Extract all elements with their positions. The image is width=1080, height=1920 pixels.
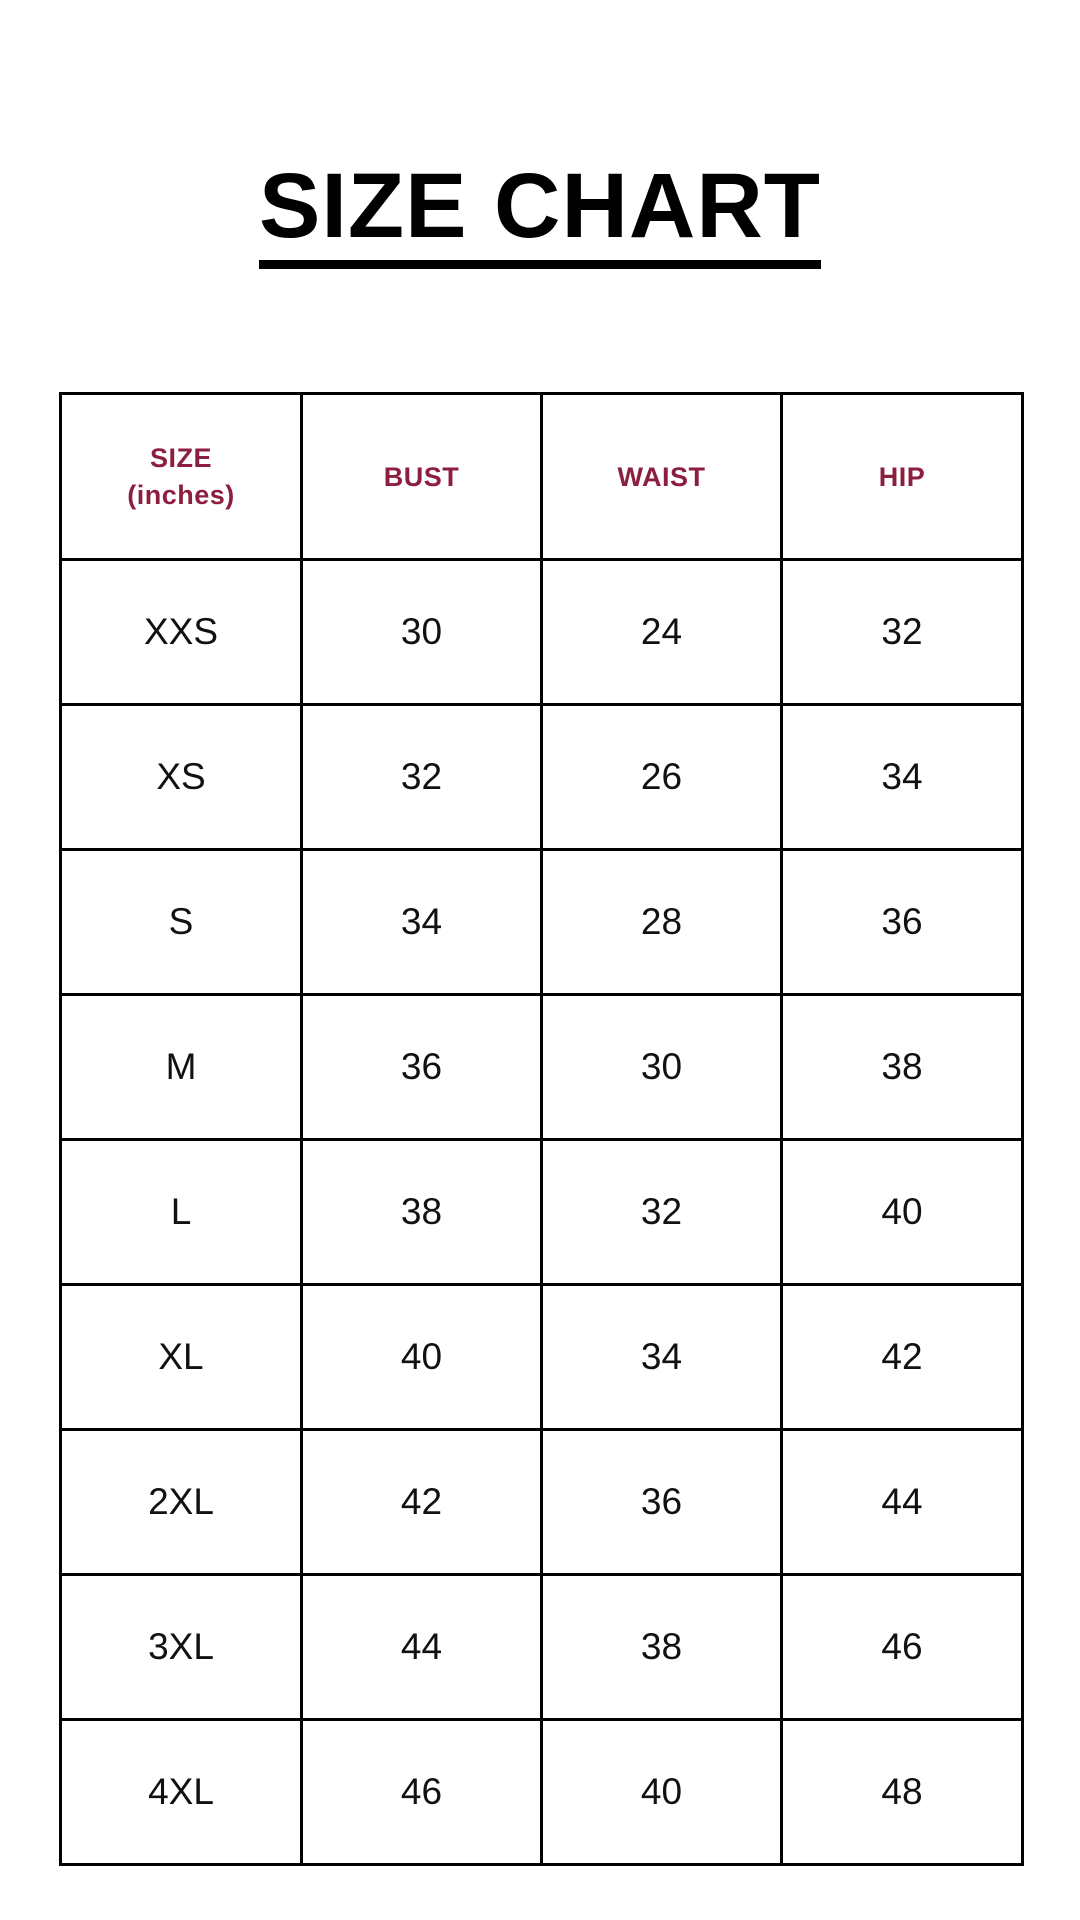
- cell-size: M: [61, 995, 302, 1140]
- table-row: [61, 1430, 1023, 1575]
- cell-size: XS: [61, 705, 302, 850]
- size-chart-table-container: [59, 392, 1021, 1866]
- cell-hip: 44: [782, 1430, 1023, 1575]
- cell-bust: 46: [302, 1720, 542, 1865]
- table-row: [61, 705, 1023, 850]
- cell-hip: 38: [782, 995, 1023, 1140]
- cell-bust: 34: [302, 850, 542, 995]
- table-row: [61, 995, 1023, 1140]
- cell-size: XL: [61, 1285, 302, 1430]
- cell-waist: 26: [542, 705, 782, 850]
- cell-hip: 46: [782, 1575, 1023, 1720]
- table-header: [61, 394, 1023, 560]
- table-body: [61, 560, 1023, 1865]
- cell-bust: 38: [302, 1140, 542, 1285]
- cell-bust: 44: [302, 1575, 542, 1720]
- cell-size: S: [61, 850, 302, 995]
- cell-hip: 34: [782, 705, 1023, 850]
- cell-waist: 38: [542, 1575, 782, 1720]
- table-row: [61, 560, 1023, 705]
- page-title: SIZE CHART: [259, 160, 821, 269]
- table-header-row: [61, 394, 1023, 560]
- column-header-size: [61, 394, 302, 560]
- cell-waist: 30: [542, 995, 782, 1140]
- page-title-container: [0, 0, 1080, 330]
- cell-size: 4XL: [61, 1720, 302, 1865]
- column-header-size-line1: SIZE: [149, 443, 212, 474]
- cell-waist: 24: [542, 560, 782, 705]
- cell-size: L: [61, 1140, 302, 1285]
- cell-waist: 34: [542, 1285, 782, 1430]
- cell-hip: 36: [782, 850, 1023, 995]
- cell-waist: 28: [542, 850, 782, 995]
- table-row: [61, 850, 1023, 995]
- cell-bust: 30: [302, 560, 542, 705]
- cell-size: 3XL: [61, 1575, 302, 1720]
- cell-waist: 32: [542, 1140, 782, 1285]
- cell-hip: 40: [782, 1140, 1023, 1285]
- cell-hip: 48: [782, 1720, 1023, 1865]
- cell-hip: 42: [782, 1285, 1023, 1430]
- table-row: [61, 1720, 1023, 1865]
- column-header-size-line2: (inches): [127, 479, 235, 510]
- cell-waist: 36: [542, 1430, 782, 1575]
- table-row: [61, 1140, 1023, 1285]
- cell-size: XXS: [61, 560, 302, 705]
- cell-hip: 32: [782, 560, 1023, 705]
- cell-size: 2XL: [61, 1430, 302, 1575]
- table-row: [61, 1285, 1023, 1430]
- column-header-hip: HIP: [782, 394, 1023, 560]
- table-row: [61, 1575, 1023, 1720]
- size-chart-table: [59, 392, 1024, 1866]
- cell-bust: 36: [302, 995, 542, 1140]
- column-header-bust: BUST: [302, 394, 542, 560]
- cell-bust: 40: [302, 1285, 542, 1430]
- cell-bust: 42: [302, 1430, 542, 1575]
- column-header-waist: WAIST: [542, 394, 782, 560]
- cell-waist: 40: [542, 1720, 782, 1865]
- cell-bust: 32: [302, 705, 542, 850]
